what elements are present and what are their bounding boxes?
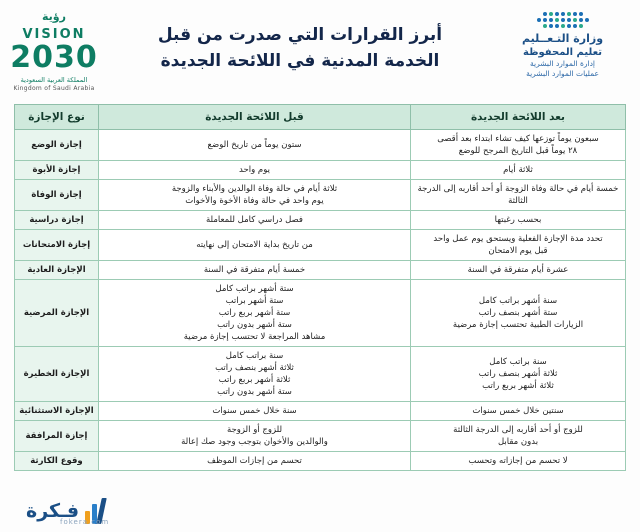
cell-before-new-regulation bbox=[99, 230, 411, 261]
table-row bbox=[15, 280, 626, 347]
table-row bbox=[15, 230, 626, 261]
ministry-subdept-1: إدارة الموارد البشرية bbox=[529, 59, 596, 68]
watermark-text-ar: فـكرة bbox=[26, 500, 80, 522]
cell-leave-type: الإجازة المرضية bbox=[15, 280, 99, 347]
cell-leave-type: إجازة الوضع bbox=[15, 130, 99, 161]
cell-leave-type: إجازة الأبوة bbox=[15, 161, 99, 180]
dots-pattern-icon bbox=[495, 12, 630, 28]
table-row bbox=[15, 347, 626, 402]
cell-line: ثلاثة أشهر بربع راتب bbox=[218, 375, 291, 385]
cell-line: من تاريخ بداية الامتحان إلى نهايته bbox=[196, 240, 313, 250]
cell-line: ستة أشهر بدون راتب bbox=[217, 387, 292, 397]
ministry-of-education-logo bbox=[495, 12, 630, 79]
cell-line: بحسب رغبتها bbox=[494, 215, 542, 225]
cell-line: والوالدين والأخوان بتوجب وجود صك إعالة bbox=[181, 437, 328, 447]
cell-line: ٢٨ يوماً قبل التاريخ المرجح للوضع bbox=[458, 146, 578, 156]
cell-line: تحدد مدة الإجازة الفعلية ويستحق يوم عمل واحد bbox=[433, 234, 603, 244]
vision-2030-logo bbox=[8, 10, 100, 92]
cell-before-new-regulation bbox=[99, 211, 411, 230]
cell-line: بدون مقابل bbox=[497, 437, 539, 447]
cell-leave-type: إجازة دراسية bbox=[15, 211, 99, 230]
cell-before-new-regulation bbox=[99, 130, 411, 161]
vision-logo-word: VISION bbox=[22, 27, 86, 42]
column-header-type: نوع الإجازة bbox=[15, 105, 99, 130]
watermark-text-en: fokera.com bbox=[60, 518, 110, 526]
cell-after-new-regulation bbox=[411, 421, 626, 452]
vision-logo-subtitle-en: Kingdom of Saudi Arabia bbox=[13, 85, 95, 92]
table-row bbox=[15, 180, 626, 211]
cell-line: ستة أشهر بنصف راتب bbox=[478, 308, 558, 318]
cell-line: يوم واحد في حالة وفاة الأخوة والأخوات bbox=[185, 196, 324, 206]
cell-line: ستة أشهر براتب كامل bbox=[215, 284, 294, 294]
table-row bbox=[15, 421, 626, 452]
cell-after-new-regulation bbox=[411, 452, 626, 471]
cell-line: الثالثة bbox=[508, 196, 528, 206]
cell-before-new-regulation bbox=[99, 261, 411, 280]
page-title bbox=[112, 22, 488, 74]
cell-line: سنة أشهر براتب كامل bbox=[478, 296, 558, 306]
column-header-before: قبل اللائحة الجديدة bbox=[99, 105, 411, 130]
vision-logo-subtitle-ar: المملكة العربية السعودية bbox=[20, 76, 88, 84]
cell-line: ستون يوماً من تاريخ الوضع bbox=[207, 140, 302, 150]
cell-line: تحسم من إجازات الموظف bbox=[207, 456, 302, 466]
cell-line: سنتين خلال خمس سنوات bbox=[472, 406, 564, 416]
cell-leave-type: وقوع الكارثة bbox=[15, 452, 99, 471]
cell-line: للزوج أو الزوجة bbox=[226, 425, 283, 435]
cell-line: سنة براتب كامل bbox=[489, 357, 547, 367]
cell-line: ثلاثة أيام في حالة وفاة الوالدين والأبناء والزوجة bbox=[171, 184, 338, 194]
cell-before-new-regulation bbox=[99, 452, 411, 471]
cell-after-new-regulation bbox=[411, 211, 626, 230]
cell-line: ستة أشهر بربع راتب bbox=[218, 308, 291, 318]
cell-line: سنة خلال خمس سنوات bbox=[212, 406, 297, 416]
cell-after-new-regulation bbox=[411, 402, 626, 421]
vision-logo-arabic: رؤية bbox=[42, 10, 66, 23]
table-row bbox=[15, 161, 626, 180]
cell-leave-type: إجازة المرافقة bbox=[15, 421, 99, 452]
site-watermark bbox=[26, 498, 111, 524]
cell-after-new-regulation bbox=[411, 261, 626, 280]
cell-line: سبعون يوماً توزعها كيف تشاء ابتداء بعد أقصى bbox=[437, 134, 599, 144]
cell-leave-type: الإجازة العادية bbox=[15, 261, 99, 280]
ministry-subdept-2: عمليات الموارد البشرية bbox=[526, 69, 599, 78]
ministry-department: تعليم المحفوظة bbox=[523, 47, 602, 58]
cell-leave-type: الإجازة الخطيرة bbox=[15, 347, 99, 402]
cell-line: فصل دراسي كامل للمعاملة bbox=[206, 215, 303, 225]
cell-leave-type: الإجازة الاستثنائية bbox=[15, 402, 99, 421]
cell-line: الزيارات الطبية تحتسب إجازة مرضية bbox=[452, 320, 584, 330]
table-row bbox=[15, 211, 626, 230]
cell-before-new-regulation bbox=[99, 180, 411, 211]
cell-before-new-regulation bbox=[99, 280, 411, 347]
cell-line: يوم واحد bbox=[239, 165, 270, 175]
cell-after-new-regulation bbox=[411, 180, 626, 211]
document-header bbox=[0, 0, 640, 104]
cell-line: ثلاثة أشهر بربع راتب bbox=[482, 381, 554, 391]
table-header-row bbox=[15, 105, 626, 130]
cell-before-new-regulation bbox=[99, 161, 411, 180]
cell-after-new-regulation bbox=[411, 130, 626, 161]
cell-line: ستة أشهر براتب bbox=[225, 296, 284, 306]
ministry-name: وزارة التـعــليم bbox=[521, 32, 604, 45]
cell-line: خمسة أيام متفرقة في السنة bbox=[203, 265, 306, 275]
cell-line: ستة أشهر بدون راتب bbox=[217, 320, 292, 330]
cell-line: خمسة أيام في حالة وفاة الزوجة أو أحد أقاربه إلى الدرجة bbox=[417, 184, 619, 194]
cell-line: مشاهد المراجعة لا تحتسب إجازة مرضية bbox=[183, 332, 326, 342]
cell-after-new-regulation bbox=[411, 161, 626, 180]
cell-before-new-regulation bbox=[99, 421, 411, 452]
cell-line: قبل يوم الامتحان bbox=[488, 246, 548, 256]
cell-leave-type: إجازة الوفاة bbox=[15, 180, 99, 211]
table-row bbox=[15, 130, 626, 161]
column-header-after: بعد اللائحة الجديدة bbox=[411, 105, 626, 130]
table-row bbox=[15, 452, 626, 471]
table-row bbox=[15, 402, 626, 421]
cell-before-new-regulation bbox=[99, 347, 411, 402]
cell-line: ثلاثة أشهر بنصف راتب bbox=[478, 369, 558, 379]
cell-line: عشرة أيام متفرقة في السنة bbox=[467, 265, 569, 275]
page-title-line2: الخدمة المدنية في اللائحة الجديدة bbox=[160, 51, 440, 71]
vision-logo-number: 2030 bbox=[10, 40, 98, 75]
cell-leave-type: إجازة الامتحانات bbox=[15, 230, 99, 261]
leave-policy-table-wrapper bbox=[14, 104, 626, 471]
leave-policy-table bbox=[14, 104, 626, 471]
document-footer bbox=[0, 484, 640, 528]
cell-after-new-regulation bbox=[411, 347, 626, 402]
cell-line: للزوج أو أحد أقاربه إلى الدرجة الثالثة bbox=[453, 425, 583, 435]
cell-after-new-regulation bbox=[411, 230, 626, 261]
cell-line: لا تحسم من إجازاته وتحسب bbox=[468, 456, 568, 466]
cell-after-new-regulation bbox=[411, 280, 626, 347]
cell-before-new-regulation bbox=[99, 402, 411, 421]
cell-line: سنة براتب كامل bbox=[225, 351, 284, 361]
table-body bbox=[15, 130, 626, 471]
page-title-line1: أبرز القرارات التي صدرت من قبل bbox=[157, 25, 443, 45]
cell-line: ثلاثة أيام bbox=[503, 165, 533, 175]
table-row bbox=[15, 261, 626, 280]
cell-line: ثلاثة أشهر بنصف راتب bbox=[215, 363, 294, 373]
